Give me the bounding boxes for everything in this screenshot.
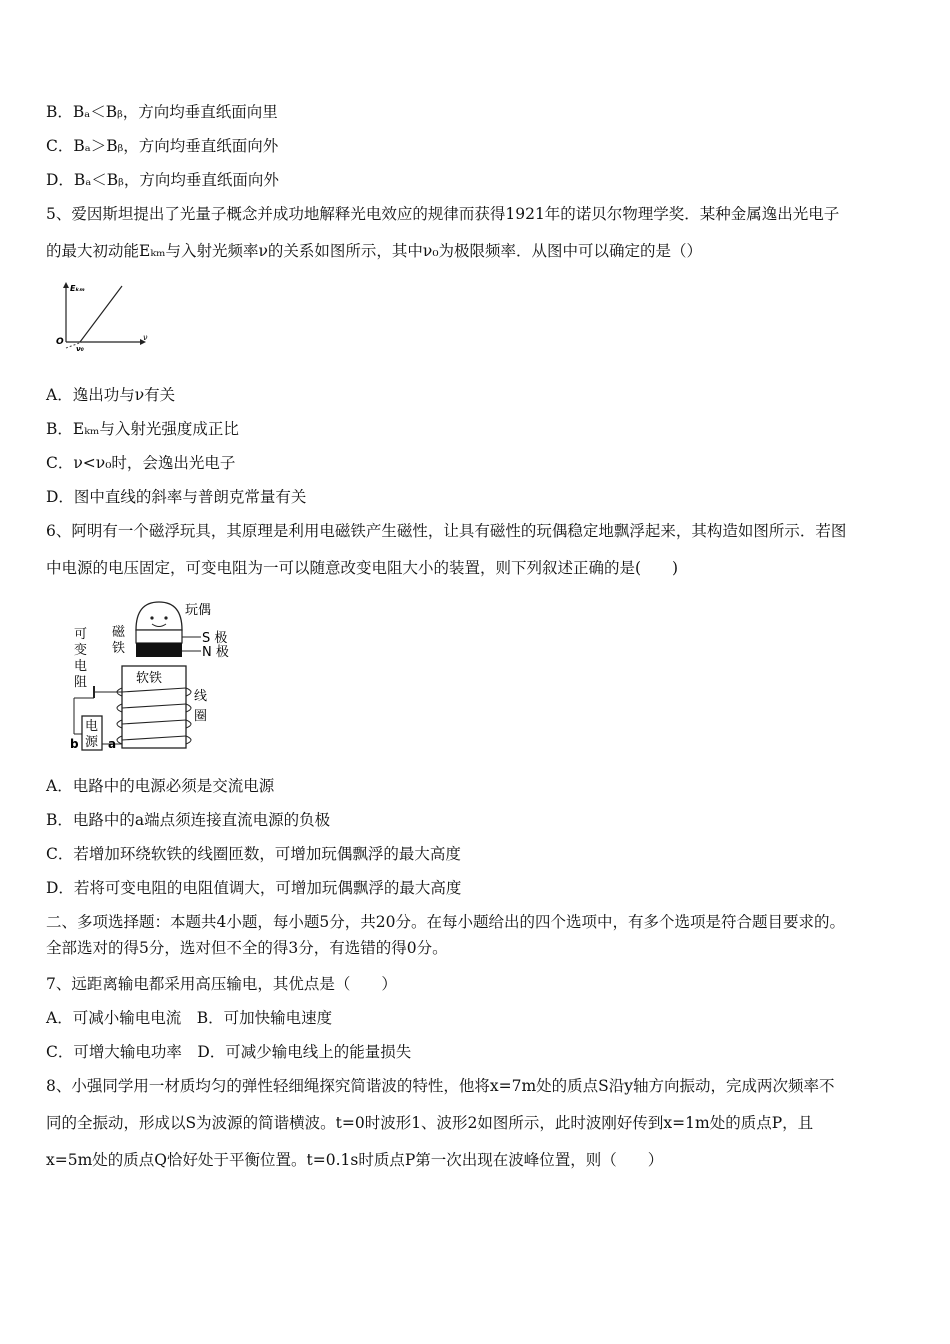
doll-eye-icon xyxy=(164,616,167,619)
q7-options-row1: A．可减小输电电流 B．可加快输电速度 xyxy=(46,1009,333,1027)
power-label-2: 源 xyxy=(85,735,99,750)
q6-maglev-figure xyxy=(66,596,246,756)
coil-label-1: 线 xyxy=(194,689,208,704)
q8-stem-line2: 同的全振动，形成以S为波源的简谐横波。t=0时波形1、波形2如图所示，此时波刚好传到x=1m处的质点P，且 xyxy=(46,1114,814,1132)
magnet-n-half xyxy=(136,643,182,657)
resistor-label-4: 阻 xyxy=(74,675,88,690)
q6-option-b: B．电路中的a端点须连接直流电源的负极 xyxy=(46,811,331,829)
resistor-label-1: 可 xyxy=(74,627,88,642)
s-pole-label: S 极 xyxy=(202,631,228,646)
q5-graph xyxy=(50,278,150,354)
nu0-label: ν₀ xyxy=(76,345,84,353)
resistor-label-2: 变 xyxy=(74,643,88,658)
q4-option-d: D．Bₐ＜Bᵦ，方向均垂直纸面向外 xyxy=(46,171,279,189)
q8-stem-line1: 8、小强同学用一材质均匀的弹性轻细绳探究简谐波的特性，他将x=7m处的质点S沿y轴方向振动，完成两次频率不 xyxy=(46,1077,835,1095)
terminal-b-label: b xyxy=(70,737,79,751)
y-axis-label: Eₖₘ xyxy=(70,284,85,293)
q5-stem-line1: 5、爱因斯坦提出了光量子概念并成功地解释光电效应的规律而获得1921年的诺贝尔物理学奖．某种金属逸出光电子 xyxy=(46,205,840,223)
q7-stem: 7、远距离输电都采用高压输电，其优点是（ ） xyxy=(46,975,397,993)
doll-eye-icon xyxy=(150,616,153,619)
q8-stem-line3: x=5m处的质点Q恰好处于平衡位置。t=0.1s时质点P第一次出现在波峰位置，则（ ） xyxy=(46,1151,664,1169)
doll-head-icon xyxy=(136,602,182,630)
origin-label: O xyxy=(56,337,64,347)
q5-option-d: D．图中直线的斜率与普朗克常量有关 xyxy=(46,488,307,506)
doll-label: 玩偶 xyxy=(185,603,212,618)
coil-label-2: 圈 xyxy=(194,709,208,724)
q6-stem-line1: 6、阿明有一个磁浮玩具，其原理是利用电磁铁产生磁性，让具有磁性的玩偶稳定地飘浮起来，其构造如图所示．若图 xyxy=(46,522,847,540)
ekm-line xyxy=(80,286,122,342)
n-pole-label: N 极 xyxy=(202,645,229,660)
power-label-1: 电 xyxy=(85,719,99,734)
section2-line1: 二、多项选择题：本题共4小题，每小题5分，共20分。在每小题给出的四个选项中，有多个选项是符合题目要求的。 xyxy=(46,913,845,931)
q5-option-c: C．ν<ν₀时，会逸出光电子 xyxy=(46,454,236,472)
q5-stem-line2: 的最大初动能Eₖₘ与入射光频率ν的关系如图所示，其中ν₀为极限频率．从图中可以确定的是（） xyxy=(46,242,703,260)
q5-option-a: A．逸出功与ν有关 xyxy=(46,386,176,404)
q5-option-b: B．Eₖₘ与入射光强度成正比 xyxy=(46,420,239,438)
q6-option-c: C．若增加环绕软铁的线圈匝数，可增加玩偶飘浮的最大高度 xyxy=(46,845,461,863)
magnet-s-half xyxy=(136,630,182,643)
q6-option-d: D．若将可变电阻的电阻值调大，可增加玩偶飘浮的最大高度 xyxy=(46,879,462,897)
q4-option-b: B．Bₐ＜Bᵦ，方向均垂直纸面向里 xyxy=(46,103,278,121)
soft-iron-label: 软铁 xyxy=(136,671,163,686)
y-axis-arrow-icon xyxy=(63,282,69,288)
terminal-a-label: a xyxy=(108,737,117,751)
x-axis-label: ν xyxy=(143,333,148,342)
resistor-label-3: 电 xyxy=(74,659,88,674)
q4-option-c: C．Bₐ＞Bᵦ，方向均垂直纸面向外 xyxy=(46,137,279,155)
q7-options-row2: C．可增大输电功率 D．可减少输电线上的能量损失 xyxy=(46,1043,412,1061)
section2-line2: 全部选对的得5分，选对但不全的得3分，有选错的得0分。 xyxy=(46,939,448,957)
magnet-label-2: 铁 xyxy=(112,641,126,656)
q6-option-a: A．电路中的电源必须是交流电源 xyxy=(46,777,275,795)
q6-stem-line2: 中电源的电压固定，可变电阻为一可以随意改变电阻大小的装置，则下列叙述正确的是( ) xyxy=(46,559,679,577)
magnet-label-1: 磁 xyxy=(112,625,126,640)
